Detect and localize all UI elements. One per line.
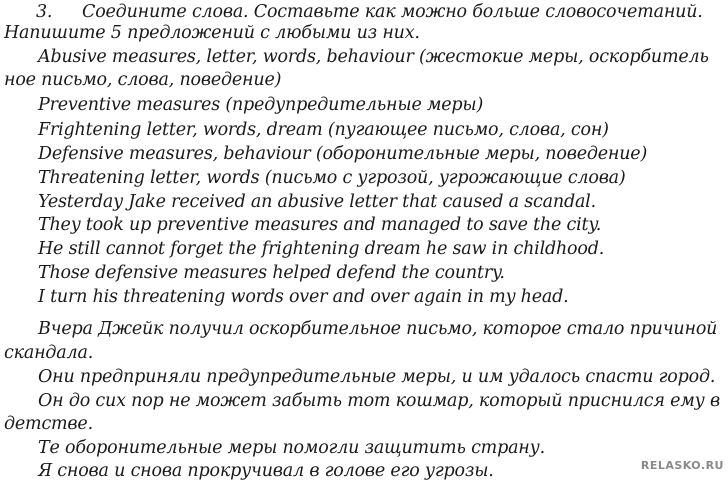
site-watermark: RELASKO.RU — [640, 459, 724, 472]
russian-sentence: Он до сих пор не может забыть тот кошмар, который приснился ему в — [38, 391, 720, 411]
english-sentence: They took up preventive measures and managed to save the city. — [38, 215, 602, 235]
task-heading: Соедините слова. Составьте как можно больше словосочетаний. — [82, 2, 703, 22]
combination-line: Preventive measures (предупредительные меры) — [38, 95, 484, 115]
russian-sentence: Я снова и снова прокручивал в голове его угрозы. — [38, 461, 494, 481]
russian-sentence: Они предприняли предупредительные меры, и им удалось спасти город. — [38, 367, 716, 387]
english-sentence: I turn his threatening words over and over again in my head. — [38, 287, 569, 307]
english-sentence: Those defensive measures helped defend the country. — [38, 263, 505, 283]
task-heading-line — [0, 1, 703, 23]
russian-sentence: скандала. — [4, 343, 94, 363]
combination-line: Defensive measures, behaviour (оборонительные меры, поведение) — [38, 144, 648, 164]
russian-sentence: Те оборонительные меры помогли защитить страну. — [38, 438, 545, 458]
russian-sentence: детстве. — [4, 414, 93, 434]
task-instruction: Напишите 5 предложений с любыми из них. — [4, 23, 420, 43]
combination-line: Abusive measures, letter, words, behaviour (жестокие меры, оскорбитель — [38, 47, 709, 67]
combination-line: ное письмо, слова, поведение) — [4, 70, 282, 90]
english-sentence: Yesterday Jake received an abusive letter that caused a scandal. — [38, 192, 596, 212]
russian-sentence: Вчера Джейк получил оскорбительное письмо, которое стало причиной — [38, 319, 718, 339]
combination-line: Threatening letter, words (письмо с угрозой, угрожающие слова) — [38, 168, 626, 188]
combination-line: Frightening letter, words, dream (пугающее письмо, слова, сон) — [38, 120, 609, 140]
task-number: 3. — [36, 2, 53, 22]
english-sentence: He still cannot forget the frightening dream he saw in childhood. — [38, 239, 605, 259]
